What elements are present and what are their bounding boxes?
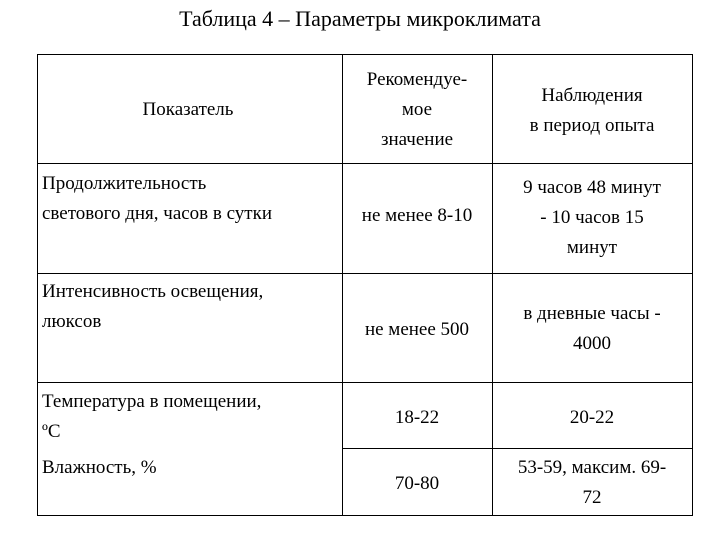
row-2-observed: в дневные часы - 4000 [523,303,661,354]
row-1-indicator: Продолжительность светового дня, часов в сутки [42,173,273,224]
row-3-indicator: Температура в помещении, ºС [42,391,262,442]
row-1-recommended: не менее 8-10 [361,205,473,226]
row-3-observed: 20-22 [569,407,615,428]
microclimate-table [37,54,693,516]
row-divider [342,448,692,449]
row-3-recommended: 18-22 [394,407,440,428]
header-observed: Наблюдения в период опыта [529,85,655,136]
row-4-recommended: 70-80 [394,473,440,494]
header-recommended: Рекомендуе- мое значение [366,69,468,150]
row-divider [38,163,692,164]
row-2-indicator: Интенсивность освещения, люксов [42,281,264,332]
row-divider [38,382,692,383]
row-4-observed: 53-59, максим. 69- 72 [517,457,667,508]
header-indicator: Показатель [142,99,234,120]
row-4-indicator: Влажность, % [42,457,157,478]
row-1-observed: 9 часов 48 минут - 10 часов 15 минут [523,177,661,258]
table-title: Таблица 4 – Параметры микроклимата [179,6,541,31]
row-2-recommended: не менее 500 [364,319,470,340]
row-divider [38,273,692,274]
